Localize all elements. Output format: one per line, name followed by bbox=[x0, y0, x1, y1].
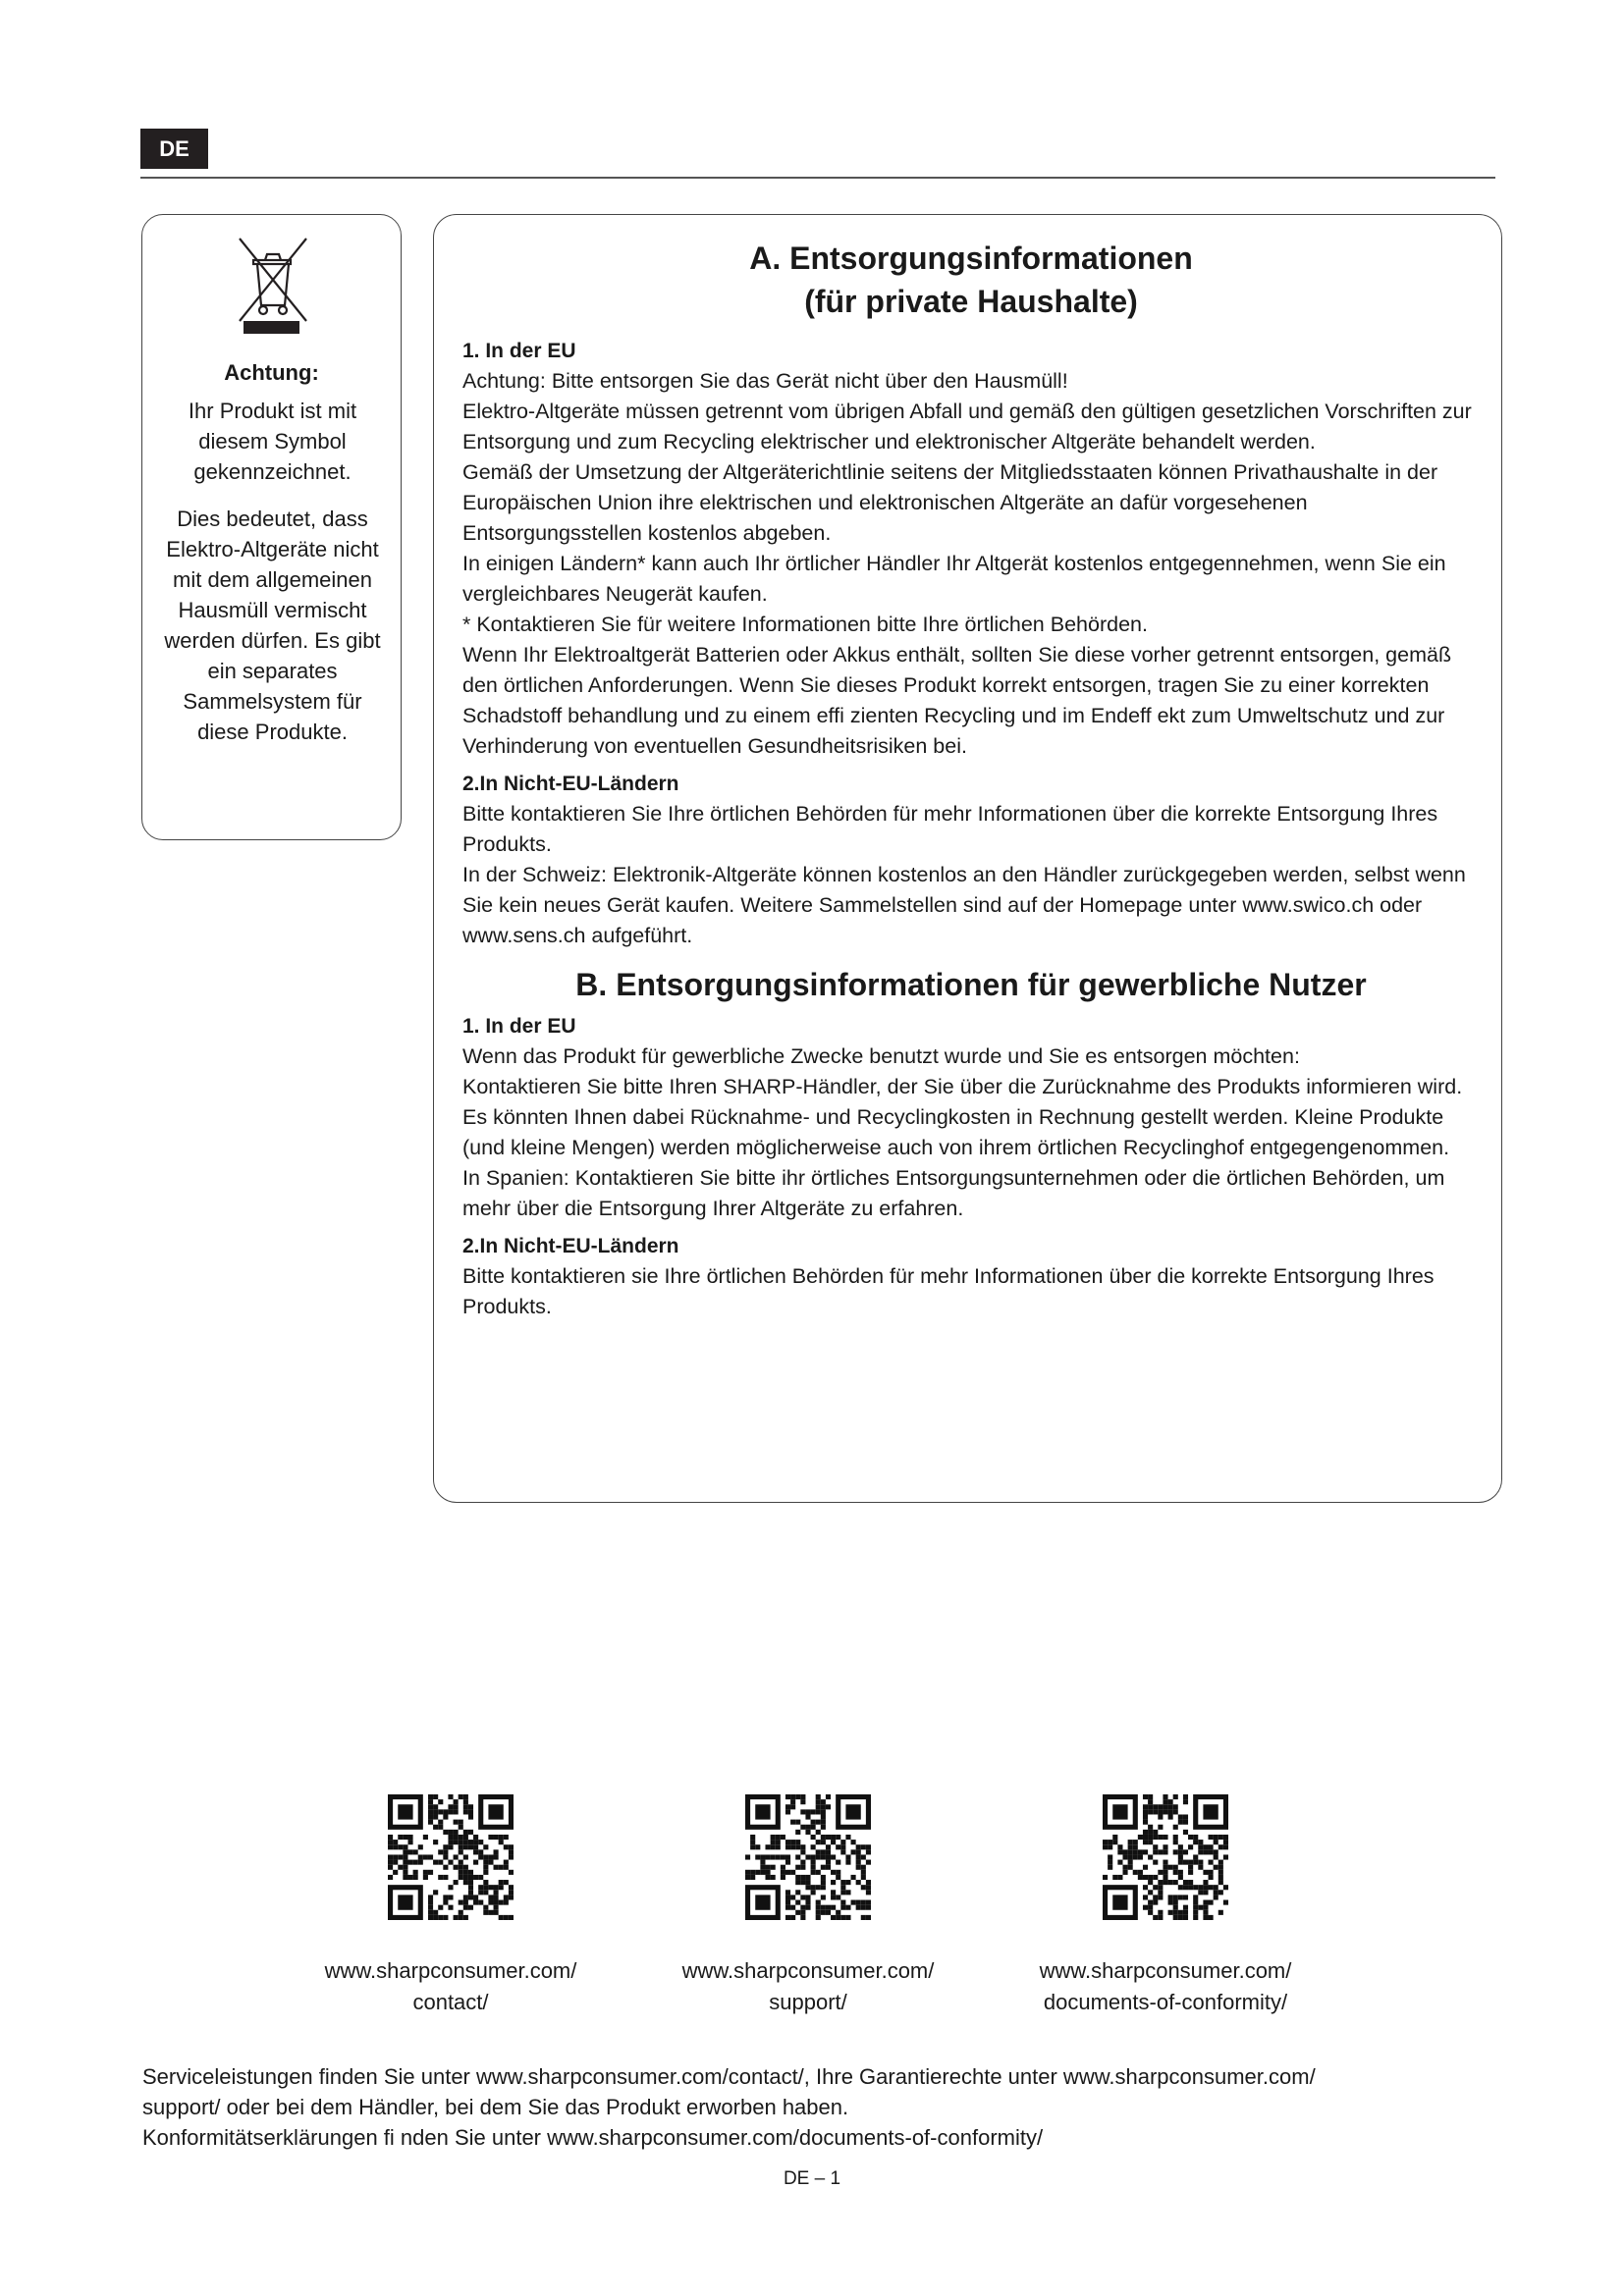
qr-support bbox=[651, 1794, 965, 2018]
qr-code-icon bbox=[745, 1794, 871, 1920]
language-tab: DE bbox=[140, 129, 208, 169]
qr-url-line1: www.sharpconsumer.com/ bbox=[681, 1958, 935, 1983]
warning-box bbox=[141, 214, 402, 840]
section-b-title: B. Entsorgungsinformationen für gewerbliche Nutzer bbox=[575, 967, 1367, 1002]
qr-code-icon bbox=[1103, 1794, 1228, 1920]
section-b-eu-heading: 1. In der EU bbox=[462, 1015, 576, 1038]
qr-url-line2: support/ bbox=[769, 1990, 847, 2014]
warning-text-symbol: Ihr Produkt ist mit diesem Symbol gekennzeichnet. bbox=[188, 399, 357, 484]
section-a-eu-text: Achtung: Bitte entsorgen Sie das Gerät nicht über den Hausmüll! Elektro-Altgeräte müssen getrennt vom übrigen Abfall und gemäß den gültigen gesetzlichen Vorschriften zur Entsorgung und zum Recycling elektrischer und elektronischer Altgeräte behandelt werden. Gemäß der Umsetzung der Altgeräterichtlinie seitens der Mitgliedsstaaten können Privathaushalte in der Europäischen Union ihre elektrischen und elektronischen Altgeräte an dafür vorgesehenen Entsorgungsstellen kostenlos abgeben. In einigen Ländern* kann auch Ihr örtlicher Händler Ihr Altgerät kostenlos entgegennehmen, wenn Sie ein vergleichbares Neugerät kaufen. * Kontaktieren Sie für weitere Informationen bitte Ihre örtlichen Behörden. Wenn Ihr Elektroaltgerät Batterien oder Akkus enthält, sollten Sie diese vorher getrennt entsorgen, gemäß den örtlichen Anforderungen. Wenn Sie dieses Produkt korrekt entsorgen, tragen Sie zu einer korrekten Schadstoff behandlung und zu einem effi zienten Recycling und im Endeff ekt zum Umweltschutz und zur Verhinderung von eventuellen Gesundheitsrisiken bei. bbox=[462, 369, 1472, 758]
qr-code-icon bbox=[388, 1794, 514, 1920]
qr-url-line2: contact/ bbox=[412, 1990, 489, 2014]
qr-conformity-caption bbox=[1008, 1955, 1323, 2018]
crossed-out-wheelie-bin-icon bbox=[236, 237, 310, 323]
section-a-eu-heading: 1. In der EU bbox=[462, 340, 576, 362]
page-number: DE – 1 bbox=[783, 2168, 841, 2189]
qr-conformity bbox=[1008, 1794, 1323, 2018]
section-a-non-eu-heading: 2.In Nicht-EU-Ländern bbox=[462, 773, 679, 795]
section-a-title-line2: (für private Haushalte) bbox=[804, 284, 1138, 319]
section-a-non-eu-text: Bitte kontaktieren Sie Ihre örtlichen Behörden für mehr Informationen über die korrekte Entsorgung Ihres Produkts. In der Schweiz: Elektronik-Altgeräte können kostenlos an den Händler zurückgegeben werden, selbst wenn Sie kein neues Gerät kaufen. Weitere Sammelstellen sind auf der Homepage unter www.swico.ch oder www.sens.ch aufgeführt. bbox=[462, 802, 1466, 947]
footer-service-text: Serviceleistungen finden Sie unter www.sharpconsumer.com/contact/, Ihre Garantierechte unter www.sharpconsumer.com/ support/ oder bei dem Händler, bei dem Sie das Produkt erworben haben. Konformitätserklärungen fi nden Sie unter www.sharpconsumer.com/documents-of-conformity/ bbox=[142, 2064, 1316, 2150]
disposal-info-box bbox=[433, 214, 1502, 1503]
section-a-title-line1: A. Entsorgungsinformationen bbox=[749, 240, 1193, 276]
qr-contact bbox=[294, 1794, 608, 2018]
section-b-eu-text: Wenn das Produkt für gewerbliche Zwecke benutzt wurde und Sie es entsorgen möchten: Kontaktieren Sie bitte Ihren SHARP-Händler, der Sie über die Zurücknahme des Produkts informieren wird. Es könnten Ihnen dabei Rücknahme- und Recyclingkosten in Rechnung gestellt werden. Kleine Produkte (und kleine Mengen) werden möglicherweise auch von ihrem örtlichen Recyclinghof entgegengenommen. In Spanien: Kontaktieren Sie bitte ihr örtliches Entsorgungsunternehmen oder die örtlichen Behörden, um mehr über die Entsorgung Ihrer Altgeräte zu erfahren. bbox=[462, 1044, 1463, 1220]
warning-title: Achtung: bbox=[224, 360, 319, 385]
section-b-non-eu-text: Bitte kontaktieren sie Ihre örtlichen Behörden für mehr Informationen über die korrekte Entsorgung Ihres Produkts. bbox=[462, 1264, 1435, 1318]
qr-support-caption bbox=[651, 1955, 965, 2018]
section-b-non-eu-heading: 2.In Nicht-EU-Ländern bbox=[462, 1235, 679, 1257]
qr-url-line2: documents-of-conformity/ bbox=[1043, 1990, 1288, 2014]
weee-underline-bar bbox=[244, 321, 299, 334]
qr-contact-caption bbox=[294, 1955, 608, 2018]
qr-url-line1: www.sharpconsumer.com/ bbox=[324, 1958, 577, 1983]
warning-text-meaning: Dies bedeutet, dass Elektro-Altgeräte nicht mit dem allgemeinen Hausmüll vermischt werden dürfen. Es gibt ein separates Sammelsystem für diese Produkte. bbox=[164, 507, 381, 744]
section-a-title bbox=[462, 237, 1480, 323]
header-divider bbox=[140, 177, 1495, 179]
qr-url-line1: www.sharpconsumer.com/ bbox=[1039, 1958, 1292, 1983]
